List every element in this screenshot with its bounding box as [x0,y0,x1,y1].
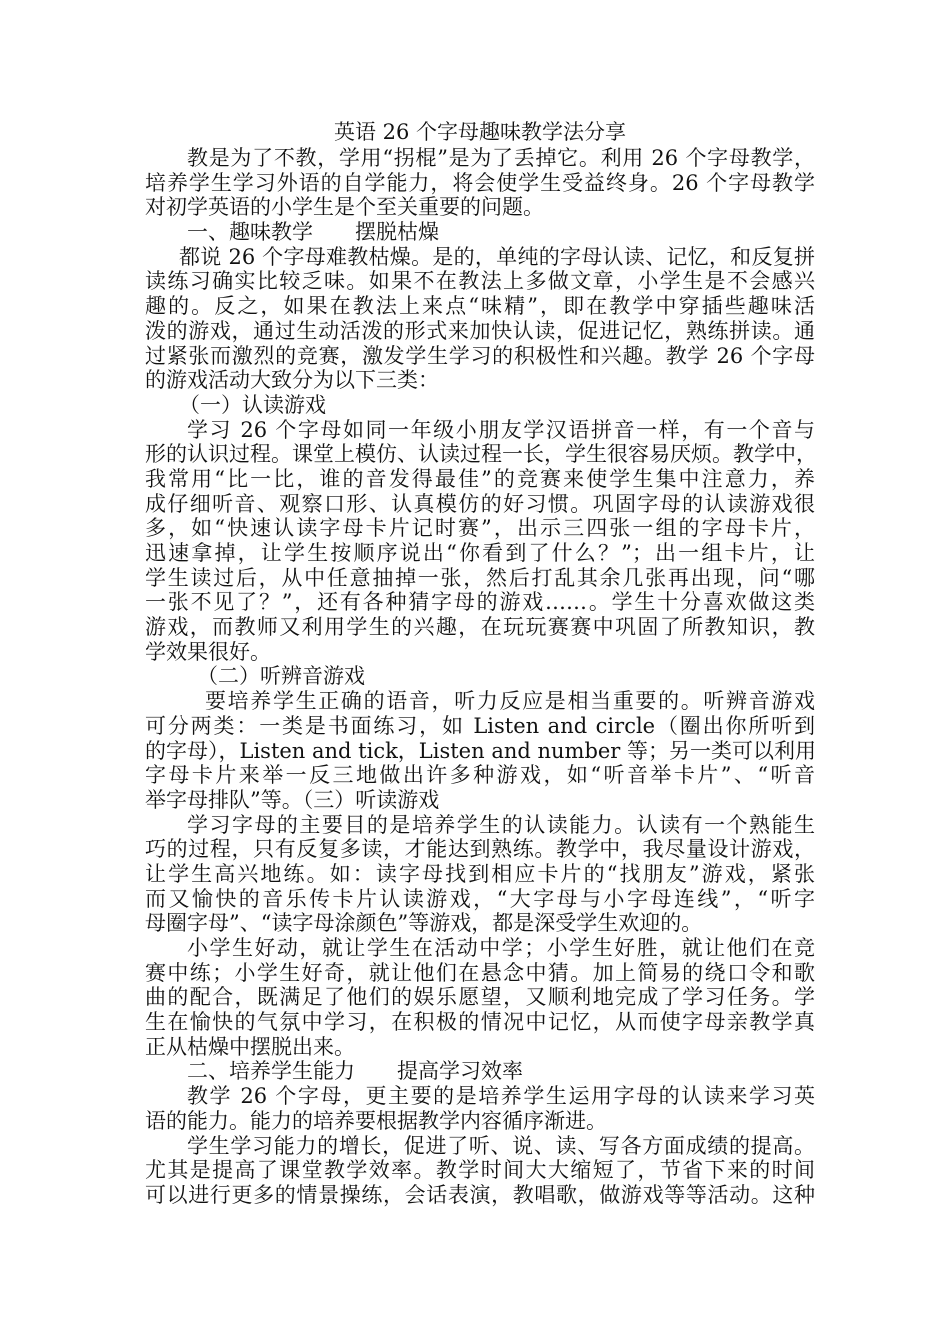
text-line: 要培养学生正确的语音，听力反应是相当重要的。听辨音游戏 [205,689,815,714]
text-line: 读练习确实比较乏味。如果不在教法上多做文章，小学生是不会感兴 [145,269,815,294]
text-line: 母圈字母”、“读字母涂颜色”等游戏，都是深受学生欢迎的。 [145,911,703,936]
text-line: 都说 26 个字母难教枯燥。是的，单纯的字母认读、记忆，和反复拼 [179,244,815,269]
text-line: 的字母），Listen and tick，Listen and number 等；另一类可以利用 [145,738,817,763]
text-line: 可分两类：一类是书面练习，如 Listen and circle（圈出你所听到 [145,713,815,738]
text-line: 迅速拿掉，让学生按顺序说出“你看到了什么？”；出一组卡片，让 [145,541,815,565]
text-line: 语的能力。能力的培养要根据教学内容循序渐进。 [145,1108,607,1133]
text-line: 字母卡片来举一反三地做出许多种游戏，如“听音举卡片”、“听音 [145,763,815,788]
text-line: 学效果很好。 [145,639,271,664]
text-line: 成仔细听音、观察口形、认真模仿的好习惯。巩固字母的认读游戏很 [145,491,815,516]
text-line: 我常用“比一比，谁的音发得最佳”的竞赛来使学生集中注意力，养 [145,466,815,491]
subsection-heading: （一）认读游戏 [179,392,326,417]
text-line: 学生学习能力的增长，促进了听、说、读、写各方面成绩的提高。 [187,1133,815,1158]
text-line: 小学生好动，就让学生在活动中学；小学生好胜，就让他们在竞 [187,936,815,960]
text-line: 的游戏活动大致分为以下三类： [145,368,439,393]
text-line: 尤其是提高了课堂教学效率。教学时间大大缩短了，节省下来的时间 [145,1158,815,1183]
text-line: 多，如“快速认读字母卡片记时赛”，出示三四张一组的字母卡片， [145,516,815,541]
text-line: 学习字母的主要目的是培养学生的认读能力。认读有一个熟能生 [187,812,815,837]
section-heading: 一、趣味教学 摆脱枯燥 [187,220,439,245]
text-line: 生在愉快的气氛中学习，在积极的情况中记忆，从而使字母亲教学真 [145,1010,815,1035]
text-line: 形的认识过程。课堂上模仿、认读过程一长，学生很容易厌烦。教学中， [145,442,817,467]
text-line: 举字母排队”等。（三）听读游戏 [145,787,440,812]
text-line: 游戏，而教师又利用学生的兴趣，在玩玩赛赛中巩固了所教知识，教 [145,615,815,640]
text-line: 曲的配合，既满足了他们的娱乐愿望，又顺利地完成了学习任务。学 [145,985,815,1010]
text-line: 泼的游戏，通过生动活泼的形式来加快认读，促进记忆，熟练拼读。通 [145,318,815,343]
text-line: 学生读过后，从中任意抽掉一张，然后打乱其余几张再出现，问“哪 [145,565,815,590]
text-line: 教是为了不教，学用“拐棍”是为了丢掉它。利用 26 个字母教学， [187,146,815,170]
text-line: 正从枯燥中摆脱出来。 [145,1034,355,1059]
text-line: 过紧张而激烈的竞赛，激发学生学习的积极性和兴趣。教学 26 个字母 [145,343,815,368]
document-title: 英语 26 个字母趣味教学法分享 [333,120,627,144]
subsection-heading: （二）听辨音游戏 [197,664,365,689]
text-line: 培养学生学习外语的自学能力，将会使学生受益终身。26 个字母教学 [145,170,815,195]
text-line: 教学 26 个字母，更主要的是培养学生运用字母的认读来学习英 [187,1084,815,1109]
text-line: 而又愉快的音乐传卡片认读游戏，“大字母与小字母连线”，“听字 [145,886,815,911]
text-line: 赛中练；小学生好奇，就让他们在悬念中猜。加上简易的绕口令和歌 [145,960,815,985]
text-line: 让学生高兴地练。如：读字母找到相应卡片的“找朋友”游戏，紧张 [145,861,815,886]
document-page [145,118,815,1208]
text-line: 对初学英语的小学生是个至关重要的问题。 [145,195,544,220]
text-line: 一张不见了？”，还有各种猜字母的游戏……。学生十分喜欢做这类 [145,590,815,615]
text-line: 趣的。反之，如果在教法上来点“味精”，即在教学中穿插些趣味活 [145,294,815,319]
text-line: 可以进行更多的情景操练，会话表演，教唱歌，做游戏等等活动。这种 [145,1182,815,1207]
text-line: 巧的过程，只有反复多读，才能达到熟练。教学中，我尽量设计游戏， [145,837,815,862]
text-line: 学习 26 个字母如同一年级小朋友学汉语拼音一样，有一个音与 [187,417,815,442]
section-heading: 二、培养学生能力 提高学习效率 [187,1059,523,1084]
